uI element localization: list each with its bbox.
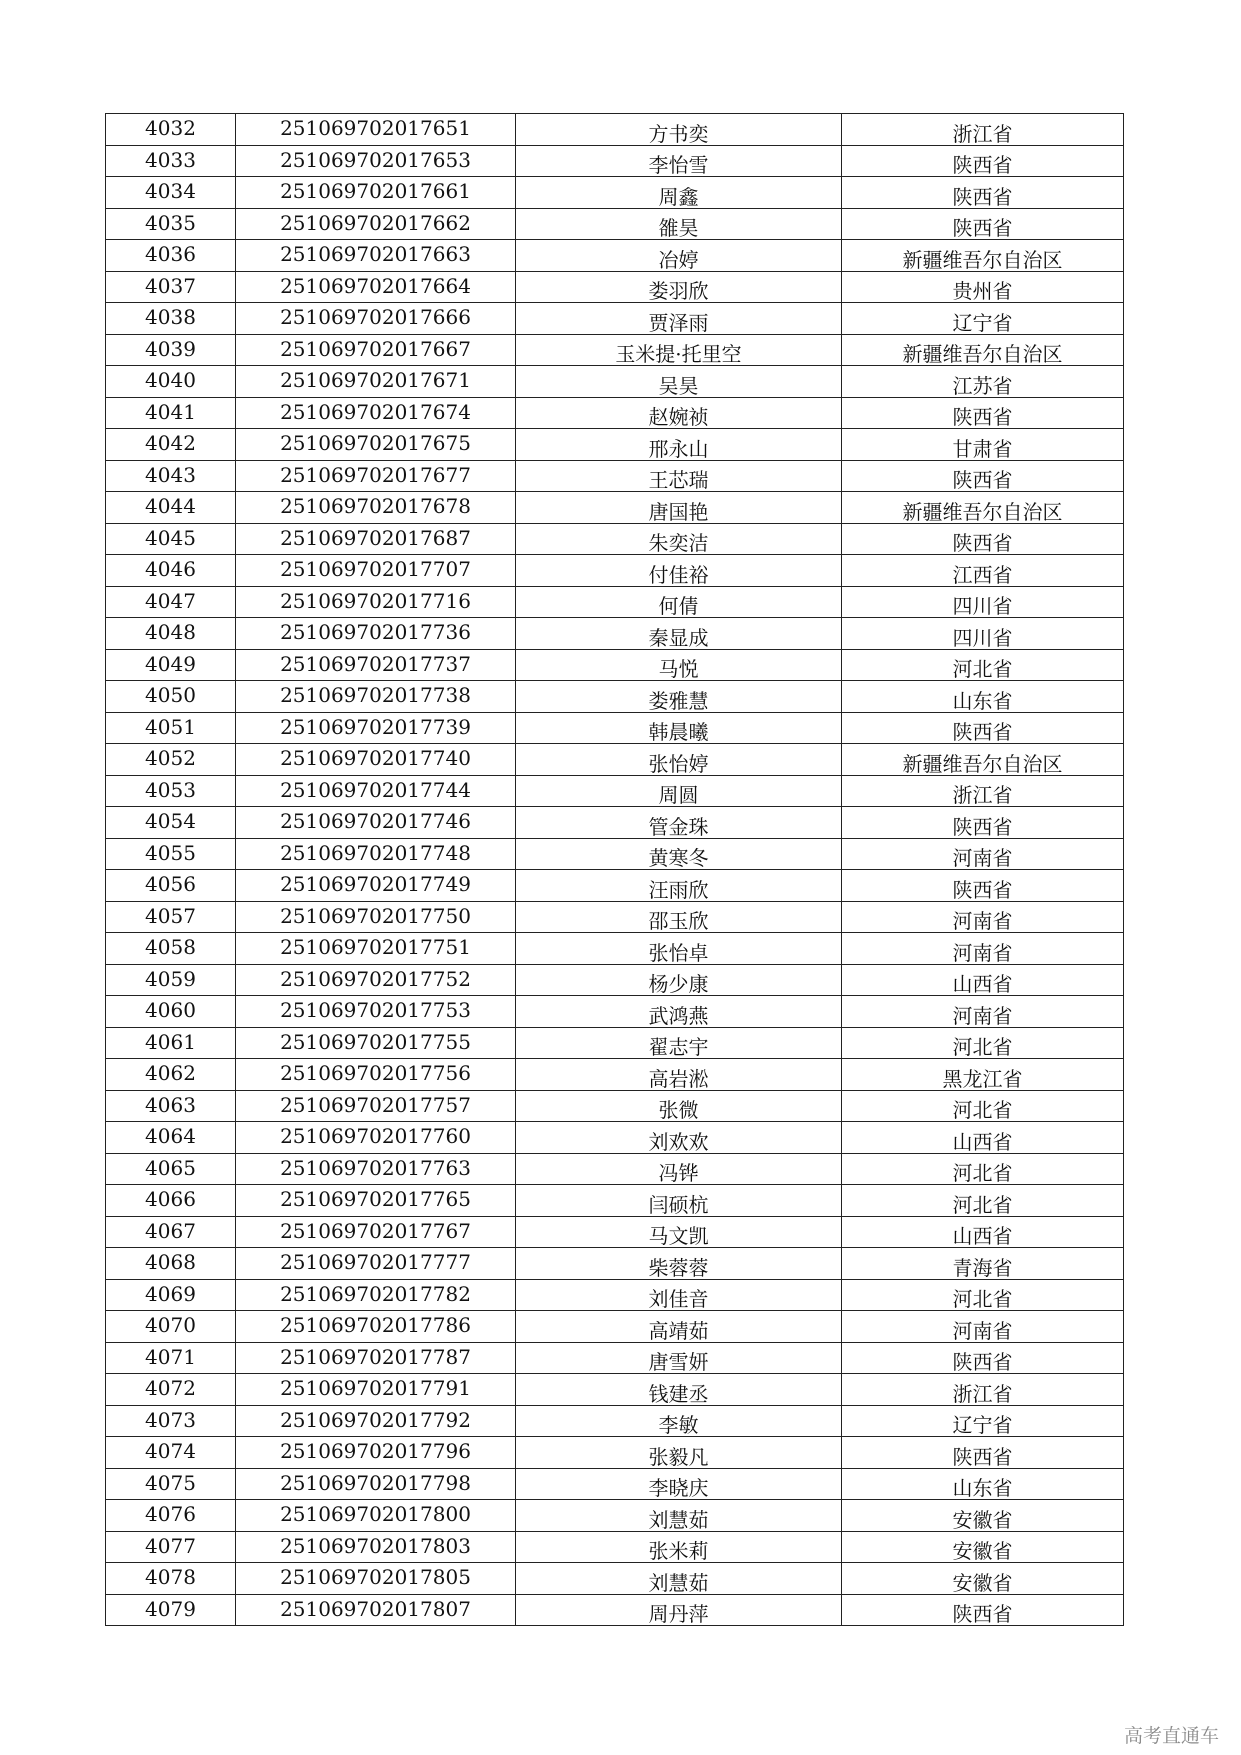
cell-province: 陕西省 (842, 1437, 1124, 1469)
cell-name: 邢永山 (516, 429, 842, 461)
cell-province: 河南省 (842, 933, 1124, 965)
cell-seq: 4033 (106, 145, 236, 177)
cell-province: 山东省 (842, 1468, 1124, 1500)
cell-name: 周丹萍 (516, 1594, 842, 1626)
cell-exam-id: 251069702017782 (236, 1279, 516, 1311)
cell-exam-id: 251069702017746 (236, 807, 516, 839)
cell-name: 方书奕 (516, 114, 842, 146)
cell-seq: 4072 (106, 1374, 236, 1406)
cell-seq: 4036 (106, 240, 236, 272)
cell-seq: 4049 (106, 649, 236, 681)
cell-exam-id: 251069702017798 (236, 1468, 516, 1500)
table-row (106, 1090, 1124, 1122)
table-row (106, 145, 1124, 177)
cell-province: 山东省 (842, 681, 1124, 713)
cell-seq: 4069 (106, 1279, 236, 1311)
cell-seq: 4073 (106, 1405, 236, 1437)
cell-province: 陕西省 (842, 397, 1124, 429)
cell-exam-id: 251069702017667 (236, 334, 516, 366)
table-row (106, 303, 1124, 335)
cell-seq: 4061 (106, 1027, 236, 1059)
cell-seq: 4032 (106, 114, 236, 146)
cell-exam-id: 251069702017787 (236, 1342, 516, 1374)
cell-exam-id: 251069702017750 (236, 901, 516, 933)
table-row (106, 1594, 1124, 1626)
cell-exam-id: 251069702017751 (236, 933, 516, 965)
cell-province: 河北省 (842, 1090, 1124, 1122)
cell-name: 唐国艳 (516, 492, 842, 524)
cell-exam-id: 251069702017663 (236, 240, 516, 272)
cell-seq: 4064 (106, 1122, 236, 1154)
table-row (106, 681, 1124, 713)
cell-exam-id: 251069702017738 (236, 681, 516, 713)
cell-seq: 4075 (106, 1468, 236, 1500)
cell-exam-id: 251069702017757 (236, 1090, 516, 1122)
cell-name: 高岩淞 (516, 1059, 842, 1091)
cell-exam-id: 251069702017756 (236, 1059, 516, 1091)
table-row (106, 933, 1124, 965)
cell-name: 邵玉欣 (516, 901, 842, 933)
cell-name: 张怡卓 (516, 933, 842, 965)
table-row (106, 870, 1124, 902)
cell-exam-id: 251069702017749 (236, 870, 516, 902)
cell-province: 山西省 (842, 1122, 1124, 1154)
cell-seq: 4065 (106, 1153, 236, 1185)
cell-seq: 4058 (106, 933, 236, 965)
cell-province: 河南省 (842, 901, 1124, 933)
cell-name: 钱建丞 (516, 1374, 842, 1406)
cell-province: 陕西省 (842, 145, 1124, 177)
table-row (106, 838, 1124, 870)
cell-province: 安徽省 (842, 1500, 1124, 1532)
cell-exam-id: 251069702017662 (236, 208, 516, 240)
cell-province: 陕西省 (842, 177, 1124, 209)
cell-seq: 4060 (106, 996, 236, 1028)
table-row (106, 649, 1124, 681)
cell-seq: 4035 (106, 208, 236, 240)
cell-exam-id: 251069702017653 (236, 145, 516, 177)
cell-seq: 4078 (106, 1563, 236, 1595)
cell-name: 张微 (516, 1090, 842, 1122)
cell-seq: 4070 (106, 1311, 236, 1343)
cell-province: 新疆维吾尔自治区 (842, 240, 1124, 272)
cell-exam-id: 251069702017763 (236, 1153, 516, 1185)
cell-seq: 4062 (106, 1059, 236, 1091)
cell-name: 张米莉 (516, 1531, 842, 1563)
cell-name: 吴昊 (516, 366, 842, 398)
watermark-text: 高考直通车 (1123, 1725, 1219, 1747)
cell-name: 朱奕洁 (516, 523, 842, 555)
cell-name: 刘欢欢 (516, 1122, 842, 1154)
table-row (106, 1468, 1124, 1500)
cell-province: 河南省 (842, 996, 1124, 1028)
cell-province: 陕西省 (842, 807, 1124, 839)
table-row (106, 271, 1124, 303)
cell-exam-id: 251069702017661 (236, 177, 516, 209)
cell-exam-id: 251069702017664 (236, 271, 516, 303)
cell-name: 刘慧茹 (516, 1500, 842, 1532)
cell-province: 新疆维吾尔自治区 (842, 744, 1124, 776)
table-row (106, 397, 1124, 429)
cell-seq: 4047 (106, 586, 236, 618)
cell-seq: 4043 (106, 460, 236, 492)
cell-name: 冯铧 (516, 1153, 842, 1185)
cell-province: 新疆维吾尔自治区 (842, 492, 1124, 524)
cell-seq: 4056 (106, 870, 236, 902)
table-row (106, 1059, 1124, 1091)
cell-seq: 4051 (106, 712, 236, 744)
cell-province: 河北省 (842, 1185, 1124, 1217)
cell-province: 新疆维吾尔自治区 (842, 334, 1124, 366)
table-row (106, 555, 1124, 587)
cell-name: 张毅凡 (516, 1437, 842, 1469)
cell-name: 杨少康 (516, 964, 842, 996)
cell-name: 秦显成 (516, 618, 842, 650)
cell-seq: 4046 (106, 555, 236, 587)
table-row (106, 1437, 1124, 1469)
table-row (106, 208, 1124, 240)
cell-province: 安徽省 (842, 1531, 1124, 1563)
table-row (106, 744, 1124, 776)
cell-name: 付佳裕 (516, 555, 842, 587)
cell-province: 黑龙江省 (842, 1059, 1124, 1091)
cell-name: 王芯瑞 (516, 460, 842, 492)
table-row (106, 807, 1124, 839)
cell-exam-id: 251069702017805 (236, 1563, 516, 1595)
cell-name: 武鸿燕 (516, 996, 842, 1028)
cell-exam-id: 251069702017765 (236, 1185, 516, 1217)
cell-province: 江苏省 (842, 366, 1124, 398)
cell-seq: 4050 (106, 681, 236, 713)
cell-seq: 4055 (106, 838, 236, 870)
cell-exam-id: 251069702017716 (236, 586, 516, 618)
cell-exam-id: 251069702017803 (236, 1531, 516, 1563)
cell-seq: 4057 (106, 901, 236, 933)
cell-exam-id: 251069702017674 (236, 397, 516, 429)
cell-province: 四川省 (842, 618, 1124, 650)
table-row (106, 1500, 1124, 1532)
table-row (106, 1279, 1124, 1311)
table-row (106, 1531, 1124, 1563)
cell-exam-id: 251069702017796 (236, 1437, 516, 1469)
cell-province: 陕西省 (842, 523, 1124, 555)
cell-exam-id: 251069702017740 (236, 744, 516, 776)
cell-province: 山西省 (842, 1216, 1124, 1248)
cell-name: 冶婷 (516, 240, 842, 272)
cell-seq: 4038 (106, 303, 236, 335)
cell-seq: 4052 (106, 744, 236, 776)
cell-exam-id: 251069702017651 (236, 114, 516, 146)
table-row (106, 586, 1124, 618)
table-row (106, 618, 1124, 650)
cell-province: 浙江省 (842, 1374, 1124, 1406)
cell-province: 陕西省 (842, 712, 1124, 744)
cell-name: 玉米提·托里空 (516, 334, 842, 366)
cell-exam-id: 251069702017786 (236, 1311, 516, 1343)
cell-seq: 4054 (106, 807, 236, 839)
table-row (106, 1374, 1124, 1406)
cell-seq: 4066 (106, 1185, 236, 1217)
cell-name: 娄羽欣 (516, 271, 842, 303)
cell-province: 陕西省 (842, 1594, 1124, 1626)
table-row (106, 775, 1124, 807)
cell-exam-id: 251069702017675 (236, 429, 516, 461)
table-row (106, 240, 1124, 272)
cell-seq: 4074 (106, 1437, 236, 1469)
cell-name: 翟志宇 (516, 1027, 842, 1059)
cell-exam-id: 251069702017767 (236, 1216, 516, 1248)
cell-province: 贵州省 (842, 271, 1124, 303)
cell-seq: 4041 (106, 397, 236, 429)
cell-name: 韩晨曦 (516, 712, 842, 744)
cell-name: 唐雪妍 (516, 1342, 842, 1374)
table-row (106, 964, 1124, 996)
cell-exam-id: 251069702017807 (236, 1594, 516, 1626)
cell-name: 黄寒冬 (516, 838, 842, 870)
cell-exam-id: 251069702017752 (236, 964, 516, 996)
cell-seq: 4040 (106, 366, 236, 398)
table-row (106, 1153, 1124, 1185)
cell-name: 闫硕杭 (516, 1185, 842, 1217)
table-row (106, 1216, 1124, 1248)
cell-exam-id: 251069702017777 (236, 1248, 516, 1280)
cell-province: 青海省 (842, 1248, 1124, 1280)
table-row (106, 1122, 1124, 1154)
cell-name: 雒昊 (516, 208, 842, 240)
cell-name: 娄雅慧 (516, 681, 842, 713)
cell-province: 安徽省 (842, 1563, 1124, 1595)
cell-province: 江西省 (842, 555, 1124, 587)
cell-exam-id: 251069702017666 (236, 303, 516, 335)
table-row (106, 1027, 1124, 1059)
cell-province: 陕西省 (842, 1342, 1124, 1374)
cell-province: 辽宁省 (842, 303, 1124, 335)
cell-name: 高靖茹 (516, 1311, 842, 1343)
cell-seq: 4068 (106, 1248, 236, 1280)
table-row (106, 1311, 1124, 1343)
cell-seq: 4059 (106, 964, 236, 996)
table-row (106, 523, 1124, 555)
cell-name: 李晓庆 (516, 1468, 842, 1500)
table-body (106, 114, 1124, 1626)
cell-exam-id: 251069702017736 (236, 618, 516, 650)
table-row (106, 334, 1124, 366)
cell-province: 浙江省 (842, 114, 1124, 146)
cell-province: 河南省 (842, 1311, 1124, 1343)
admission-list-table (105, 113, 1124, 1626)
table-row (106, 996, 1124, 1028)
table-row (106, 1405, 1124, 1437)
cell-name: 何倩 (516, 586, 842, 618)
table-row (106, 114, 1124, 146)
table-row (106, 177, 1124, 209)
cell-seq: 4079 (106, 1594, 236, 1626)
cell-province: 陕西省 (842, 870, 1124, 902)
cell-seq: 4053 (106, 775, 236, 807)
table-row (106, 1185, 1124, 1217)
table-row (106, 1563, 1124, 1595)
cell-province: 浙江省 (842, 775, 1124, 807)
cell-seq: 4037 (106, 271, 236, 303)
cell-name: 刘佳音 (516, 1279, 842, 1311)
cell-province: 河北省 (842, 1153, 1124, 1185)
table-row (106, 712, 1124, 744)
cell-exam-id: 251069702017687 (236, 523, 516, 555)
cell-exam-id: 251069702017792 (236, 1405, 516, 1437)
cell-province: 河北省 (842, 649, 1124, 681)
cell-name: 马悦 (516, 649, 842, 681)
cell-name: 贾泽雨 (516, 303, 842, 335)
cell-seq: 4071 (106, 1342, 236, 1374)
cell-name: 马文凯 (516, 1216, 842, 1248)
cell-exam-id: 251069702017707 (236, 555, 516, 587)
cell-name: 周圆 (516, 775, 842, 807)
cell-name: 李怡雪 (516, 145, 842, 177)
cell-seq: 4034 (106, 177, 236, 209)
table-row (106, 492, 1124, 524)
cell-exam-id: 251069702017753 (236, 996, 516, 1028)
cell-seq: 4045 (106, 523, 236, 555)
table-row (106, 901, 1124, 933)
cell-province: 甘肃省 (842, 429, 1124, 461)
cell-name: 管金珠 (516, 807, 842, 839)
cell-seq: 4077 (106, 1531, 236, 1563)
table-row (106, 460, 1124, 492)
cell-province: 河南省 (842, 838, 1124, 870)
cell-seq: 4076 (106, 1500, 236, 1532)
cell-name: 周鑫 (516, 177, 842, 209)
table-row (106, 1342, 1124, 1374)
cell-exam-id: 251069702017678 (236, 492, 516, 524)
cell-exam-id: 251069702017739 (236, 712, 516, 744)
cell-seq: 4067 (106, 1216, 236, 1248)
cell-exam-id: 251069702017791 (236, 1374, 516, 1406)
cell-exam-id: 251069702017677 (236, 460, 516, 492)
cell-exam-id: 251069702017755 (236, 1027, 516, 1059)
cell-exam-id: 251069702017671 (236, 366, 516, 398)
cell-name: 赵婉祯 (516, 397, 842, 429)
cell-name: 刘慧茹 (516, 1563, 842, 1595)
table-row (106, 366, 1124, 398)
table-row (106, 429, 1124, 461)
cell-exam-id: 251069702017748 (236, 838, 516, 870)
cell-exam-id: 251069702017760 (236, 1122, 516, 1154)
cell-seq: 4042 (106, 429, 236, 461)
cell-name: 柴蓉蓉 (516, 1248, 842, 1280)
cell-name: 张怡婷 (516, 744, 842, 776)
table-row (106, 1248, 1124, 1280)
cell-province: 四川省 (842, 586, 1124, 618)
cell-province: 河北省 (842, 1027, 1124, 1059)
cell-province: 陕西省 (842, 460, 1124, 492)
cell-seq: 4048 (106, 618, 236, 650)
cell-province: 河北省 (842, 1279, 1124, 1311)
cell-province: 陕西省 (842, 208, 1124, 240)
cell-name: 李敏 (516, 1405, 842, 1437)
cell-province: 山西省 (842, 964, 1124, 996)
cell-province: 辽宁省 (842, 1405, 1124, 1437)
cell-seq: 4044 (106, 492, 236, 524)
cell-exam-id: 251069702017737 (236, 649, 516, 681)
cell-seq: 4063 (106, 1090, 236, 1122)
cell-exam-id: 251069702017744 (236, 775, 516, 807)
cell-exam-id: 251069702017800 (236, 1500, 516, 1532)
cell-seq: 4039 (106, 334, 236, 366)
cell-name: 汪雨欣 (516, 870, 842, 902)
